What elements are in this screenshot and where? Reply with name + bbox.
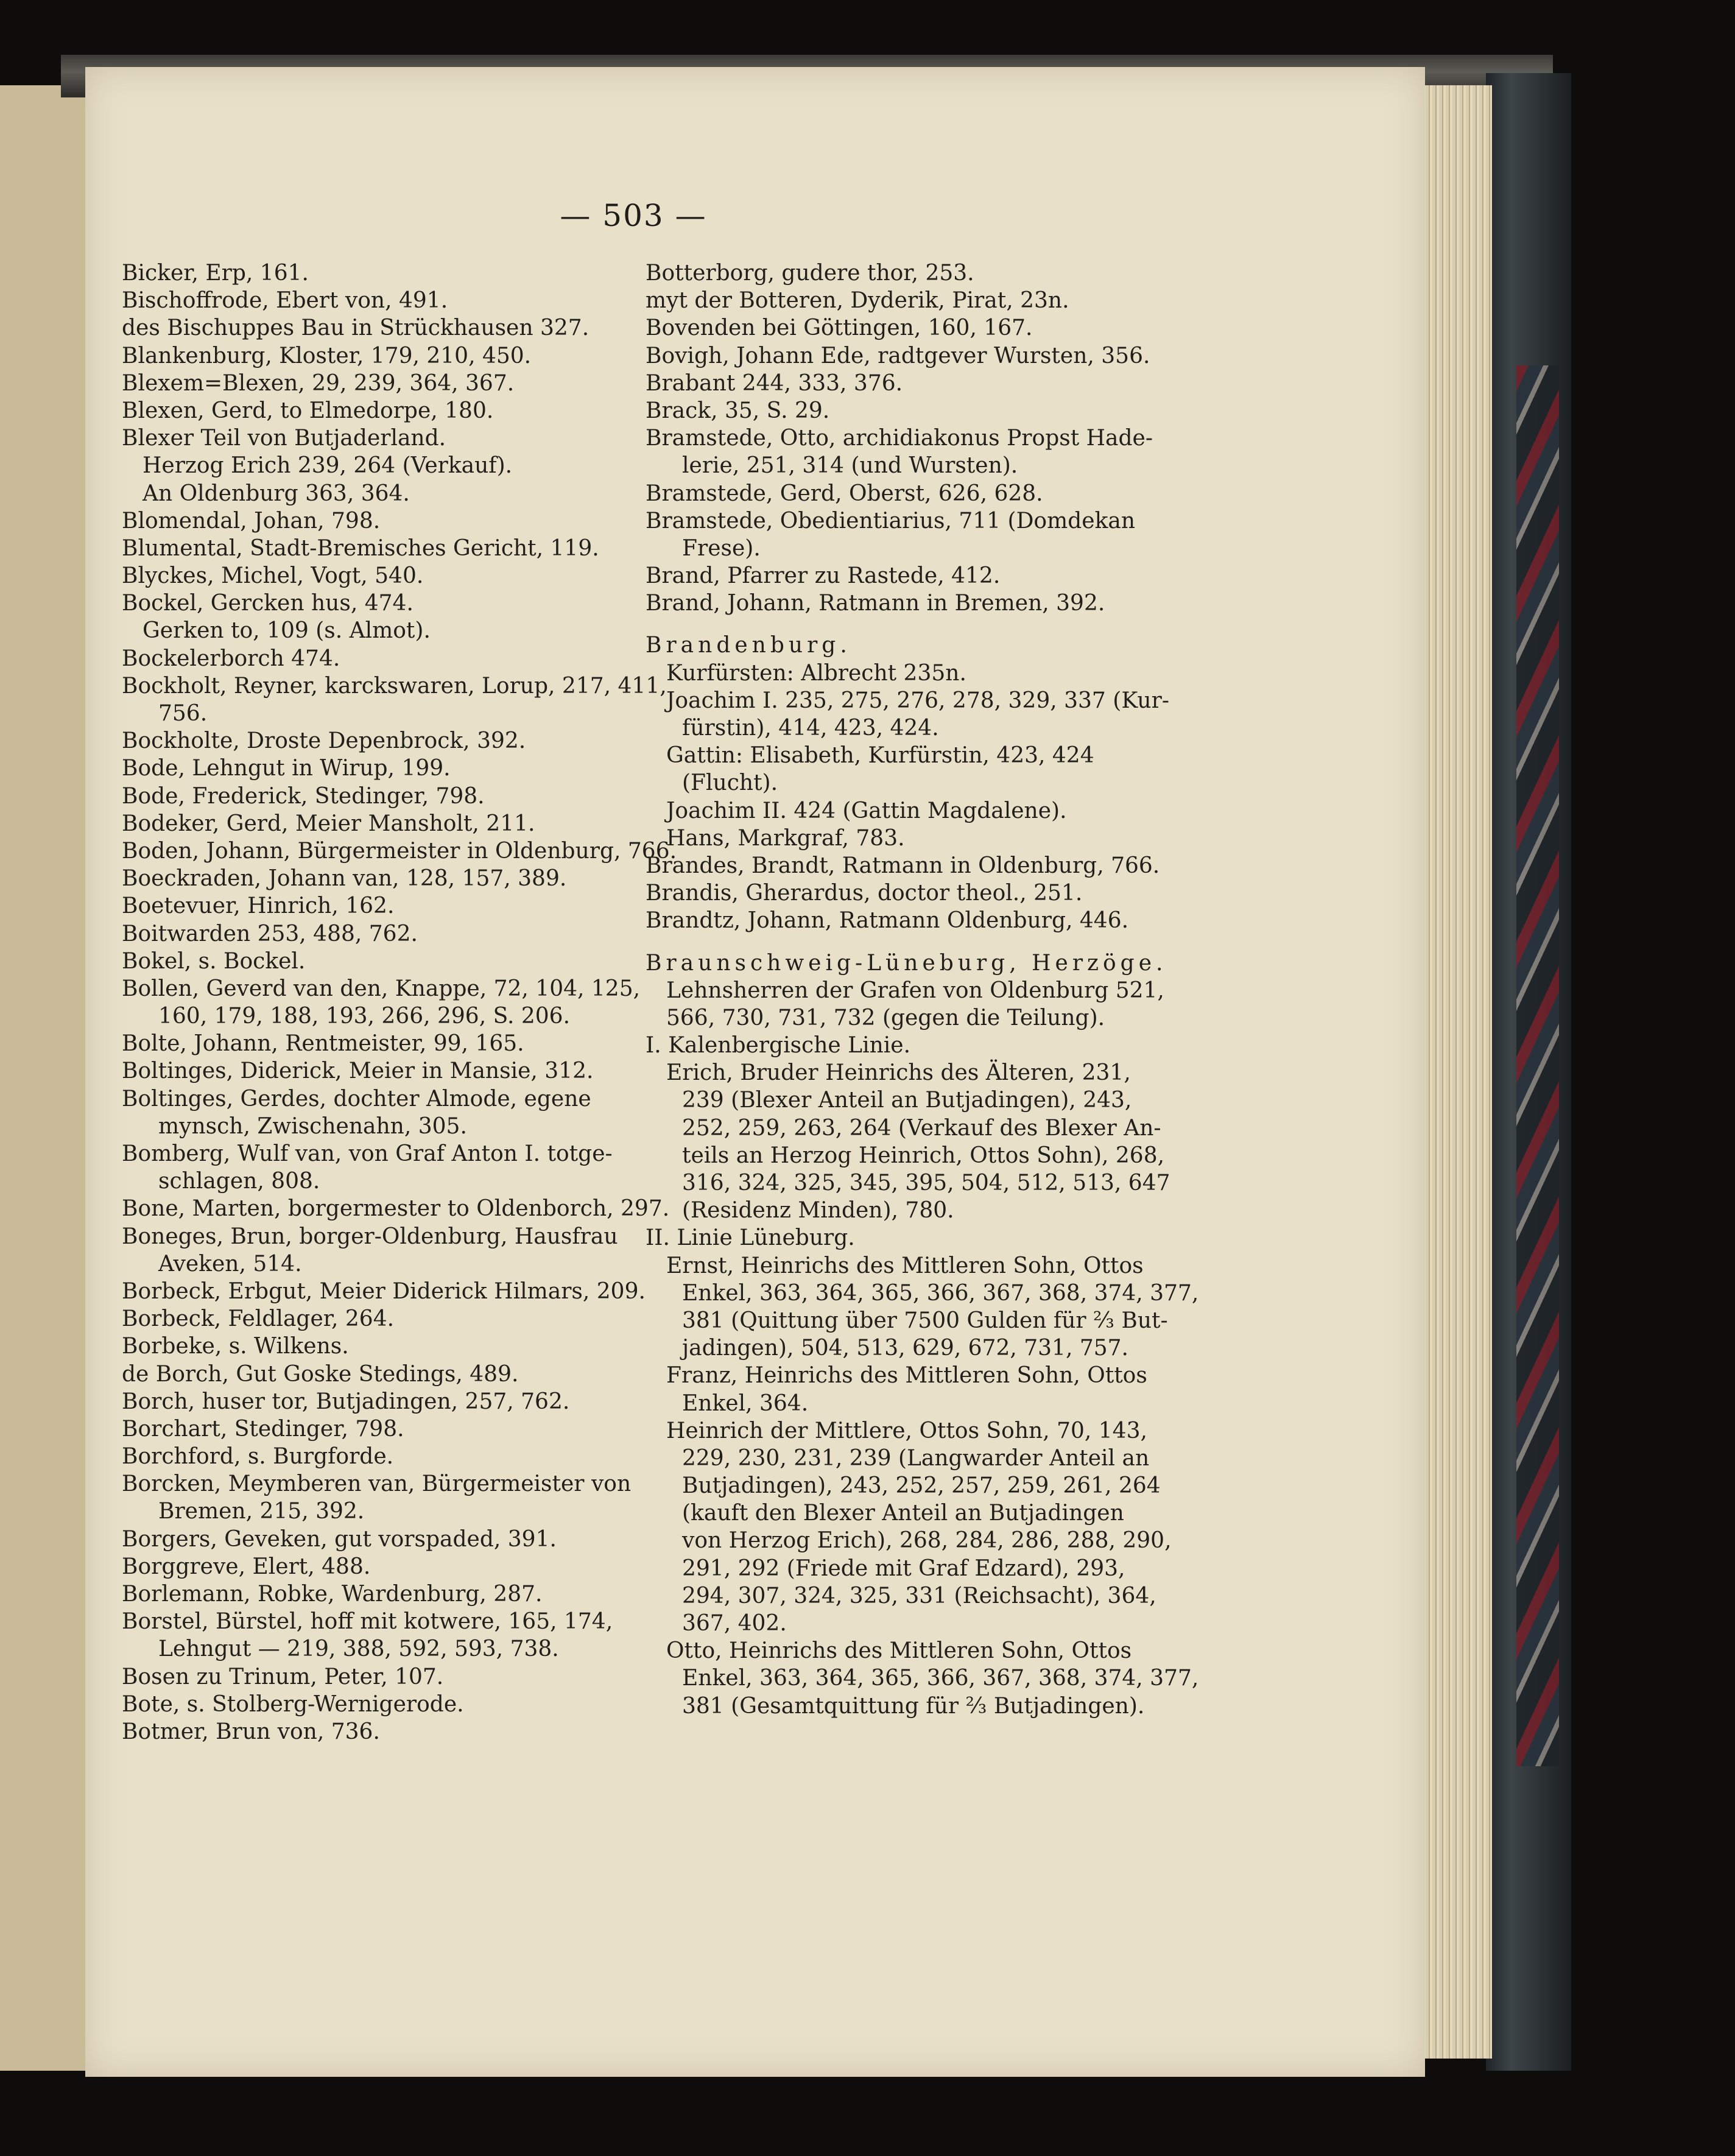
index-entry: Borchford, s. Burgforde. bbox=[122, 1444, 394, 1470]
index-subentry: Gattin: Elisabeth, Kurfürstin, 423, 424 bbox=[666, 743, 1094, 769]
index-entry: Bosen zu Trinum, Peter, 107. bbox=[122, 1664, 444, 1689]
index-entry: Borstel, Bürstel, hoff mit kotwere, 165, 174, bbox=[122, 1609, 613, 1635]
index-entry: Brand, Pfarrer zu Rastede, 412. bbox=[646, 563, 1001, 589]
index-continuation: (kauft den Blexer Anteil an Butjadingen bbox=[682, 1501, 1124, 1526]
index-continuation: (Residenz Minden), 780. bbox=[682, 1198, 954, 1224]
index-entry: Boltinges, Gerdes, dochter Almode, egene bbox=[122, 1086, 591, 1111]
index-continuation: 291, 292 (Friede mit Graf Edzard), 293, bbox=[682, 1555, 1125, 1581]
index-entry: Borcken, Meymberen van, Bürgermeister von bbox=[122, 1471, 632, 1497]
index-entry: des Bischuppes Bau in Strückhausen 327. bbox=[122, 315, 589, 341]
index-continuation: 252, 259, 263, 264 (Verkauf des Blexer An- bbox=[682, 1115, 1161, 1141]
index-entry: Bodeker, Gerd, Meier Mansholt, 211. bbox=[122, 811, 535, 836]
index-entry: Bollen, Geverd van den, Knappe, 72, 104, 125, bbox=[122, 976, 641, 1001]
index-entry: Bovenden bei Göttingen, 160, 167. bbox=[646, 315, 1033, 341]
index-entry: Blexer Teil von Butjaderland. bbox=[122, 426, 446, 451]
index-entry: myt der Botteren, Dyderik, Pirat, 23n. bbox=[646, 288, 1069, 314]
index-entry: Bramstede, Obedientiarius, 711 (Domdekan bbox=[646, 508, 1136, 534]
index-continuation: von Herzog Erich), 268, 284, 286, 288, 290, bbox=[682, 1528, 1172, 1554]
index-entry: Bode, Lehngut in Wirup, 199. bbox=[122, 756, 451, 781]
index-continuation: fürstin), 414, 423, 424. bbox=[682, 716, 939, 741]
index-entry: Bockholte, Droste Depenbrock, 392. bbox=[122, 728, 526, 754]
index-continuation: 381 (Gesamtquittung für ⅔ Butjadingen). bbox=[682, 1693, 1145, 1719]
page-number: — 503 — bbox=[560, 198, 707, 233]
index-entry: Bockel, Gercken hus, 474. bbox=[122, 591, 414, 616]
index-subentry: Joachim II. 424 (Gattin Magdalene). bbox=[666, 798, 1067, 823]
index-subentry: Hans, Markgraf, 783. bbox=[666, 825, 905, 851]
index-continuation: schlagen, 808. bbox=[158, 1169, 320, 1194]
section-heading: Brandenburg. bbox=[646, 633, 851, 658]
index-continuation: Enkel, 363, 364, 365, 366, 367, 368, 374, 377, bbox=[682, 1666, 1199, 1691]
index-entry: Borlemann, Robke, Wardenburg, 287. bbox=[122, 1582, 543, 1607]
index-continuation: jadingen), 504, 513, 629, 672, 731, 757. bbox=[682, 1336, 1128, 1361]
index-entry: Borchart, Stedinger, 798. bbox=[122, 1416, 404, 1442]
index-entry: Boetevuer, Hinrich, 162. bbox=[122, 893, 395, 919]
index-subentry: Erich, Bruder Heinrichs des Älteren, 231, bbox=[666, 1060, 1131, 1086]
page-stack-edges bbox=[1419, 85, 1492, 2059]
index-entry: Bicker, Erp, 161. bbox=[122, 261, 309, 286]
index-entry: Bokel, s. Bockel. bbox=[122, 948, 306, 974]
index-entry: I. Kalenbergische Linie. bbox=[646, 1033, 911, 1059]
index-entry: Bovigh, Johann Ede, radtgever Wursten, 356. bbox=[646, 343, 1150, 368]
index-entry: Borbeke, s. Wilkens. bbox=[122, 1334, 349, 1359]
index-entry: Blumental, Stadt-Bremisches Gericht, 119. bbox=[122, 535, 599, 561]
index-continuation: 367, 402. bbox=[682, 1611, 787, 1636]
index-entry: Bomberg, Wulf van, von Graf Anton I. totge- bbox=[122, 1141, 613, 1166]
index-entry: Boeckraden, Johann van, 128, 157, 389. bbox=[122, 866, 567, 892]
index-entry: Brandes, Brandt, Ratmann in Oldenburg, 766. bbox=[646, 853, 1160, 878]
index-continuation: 316, 324, 325, 345, 395, 504, 512, 513, 647 bbox=[682, 1171, 1170, 1196]
index-continuation: Lehngut — 219, 388, 592, 593, 738. bbox=[158, 1636, 559, 1662]
index-entry: Botterborg, gudere thor, 253. bbox=[646, 261, 974, 286]
index-entry: de Borch, Gut Goske Stedings, 489. bbox=[122, 1361, 519, 1387]
index-subentry: Herzog Erich 239, 264 (Verkauf). bbox=[143, 453, 513, 479]
index-subentry: Kurfürsten: Albrecht 235n. bbox=[666, 660, 966, 686]
index-continuation: Enkel, 364. bbox=[682, 1390, 809, 1416]
index-entry: Brand, Johann, Ratmann in Bremen, 392. bbox=[646, 591, 1105, 616]
index-continuation: 239 (Blexer Anteil an Butjadingen), 243, bbox=[682, 1088, 1132, 1113]
index-entry: II. Linie Lüneburg. bbox=[646, 1225, 855, 1251]
index-continuation: Enkel, 363, 364, 365, 366, 367, 368, 374, 377, bbox=[682, 1280, 1199, 1306]
index-continuation: Bremen, 215, 392. bbox=[158, 1499, 365, 1524]
index-continuation: 381 (Quittung über 7500 Gulden für ⅔ But- bbox=[682, 1308, 1168, 1333]
index-entry: Boneges, Brun, borger-Oldenburg, Hausfrau bbox=[122, 1224, 618, 1249]
index-continuation: Aveken, 514. bbox=[158, 1251, 302, 1277]
index-subentry: Franz, Heinrichs des Mittleren Sohn, Ottos bbox=[666, 1363, 1147, 1389]
index-entry: Borbeck, Feldlager, 264. bbox=[122, 1306, 395, 1332]
index-entry: Bone, Marten, borgermester to Oldenborch, 297. bbox=[122, 1196, 670, 1222]
index-entry: Bolte, Johann, Rentmeister, 99, 165. bbox=[122, 1031, 524, 1057]
index-entry: Blankenburg, Kloster, 179, 210, 450. bbox=[122, 343, 532, 368]
index-entry: Botmer, Brun von, 736. bbox=[122, 1719, 380, 1744]
index-subentry: Ernst, Heinrichs des Mittleren Sohn, Ottos bbox=[666, 1253, 1144, 1278]
index-entry: Brandis, Gherardus, doctor theol., 251. bbox=[646, 881, 1083, 906]
index-continuation: 756. bbox=[158, 701, 208, 726]
index-subentry: An Oldenburg 363, 364. bbox=[143, 481, 410, 506]
index-entry: Brandtz, Johann, Ratmann Oldenburg, 446. bbox=[646, 908, 1129, 934]
index-entry: Boden, Johann, Bürgermeister in Oldenburg, 766. bbox=[122, 838, 677, 864]
index-entry: Borggreve, Elert, 488. bbox=[122, 1554, 371, 1579]
index-continuation: 160, 179, 188, 193, 266, 296, S. 206. bbox=[158, 1004, 571, 1029]
index-entry: Bischoffrode, Ebert von, 491. bbox=[122, 288, 448, 314]
index-continuation: 294, 307, 324, 325, 331 (Reichsacht), 364, bbox=[682, 1583, 1156, 1608]
index-entry: Brack, 35, S. 29. bbox=[646, 398, 830, 423]
index-entry: Bockholt, Reyner, karckswaren, Lorup, 217, 411, bbox=[122, 673, 667, 699]
index-column-left bbox=[122, 259, 677, 1746]
index-entry: Blexen, Gerd, to Elmedorpe, 180. bbox=[122, 398, 494, 423]
index-subentry: Otto, Heinrichs des Mittleren Sohn, Ottos bbox=[666, 1638, 1132, 1664]
index-entry: Bockelerborch 474. bbox=[122, 646, 340, 671]
index-subentry: Joachim I. 235, 275, 276, 278, 329, 337 (Kur- bbox=[666, 688, 1169, 713]
index-entry: Boltinges, Diderick, Meier in Mansie, 312. bbox=[122, 1059, 594, 1084]
index-continuation: Frese). bbox=[682, 535, 761, 561]
section-heading: Braunschweig-Lüneburg, Herzöge. bbox=[646, 950, 1167, 976]
index-entry: Borch, huser tor, Butjadingen, 257, 762. bbox=[122, 1389, 570, 1414]
index-entry: Blexem=Blexen, 29, 239, 364, 367. bbox=[122, 370, 515, 396]
index-entry: Brabant 244, 333, 376. bbox=[646, 370, 903, 396]
index-entry: Bote, s. Stolberg-Wernigerode. bbox=[122, 1691, 464, 1717]
index-column-right bbox=[646, 259, 1199, 1720]
index-entry: Blomendal, Johan, 798. bbox=[122, 508, 381, 534]
index-continuation: lerie, 251, 314 (und Wursten). bbox=[682, 453, 1018, 479]
book-page bbox=[85, 67, 1425, 2077]
index-entry: Boitwarden 253, 488, 762. bbox=[122, 921, 418, 946]
index-continuation: mynsch, Zwischenahn, 305. bbox=[158, 1113, 467, 1139]
index-continuation: teils an Herzog Heinrich, Ottos Sohn), 268, bbox=[682, 1143, 1165, 1168]
left-page-edge bbox=[0, 85, 93, 2071]
index-entry: Bramstede, Otto, archidiakonus Propst Hade- bbox=[646, 426, 1153, 451]
index-continuation: 229, 230, 231, 239 (Langwarder Anteil an bbox=[682, 1445, 1150, 1471]
index-subentry: Gerken to, 109 (s. Almot). bbox=[143, 618, 431, 644]
index-entry: Bode, Frederick, Stedinger, 798. bbox=[122, 783, 485, 809]
index-entry: Borbeck, Erbgut, Meier Diderick Hilmars, 209. bbox=[122, 1278, 646, 1304]
index-continuation: (Flucht). bbox=[682, 770, 778, 796]
index-entry: Bramstede, Gerd, Oberst, 626, 628. bbox=[646, 481, 1043, 506]
index-subentry: Heinrich der Mittlere, Ottos Sohn, 70, 143, bbox=[666, 1418, 1147, 1443]
section-gap bbox=[646, 617, 1169, 632]
index-entry: Blyckes, Michel, Vogt, 540. bbox=[122, 563, 424, 589]
index-entry: Borgers, Geveken, gut vorspaded, 391. bbox=[122, 1526, 557, 1552]
index-subentry: Lehnsherren der Grafen von Oldenburg 521, bbox=[666, 978, 1164, 1003]
index-continuation: Butjadingen), 243, 252, 257, 259, 261, 264 bbox=[682, 1473, 1161, 1499]
section-gap bbox=[646, 935, 1169, 949]
marbled-endpaper bbox=[1516, 365, 1559, 1766]
index-subentry: 566, 730, 731, 732 (gegen die Teilung). bbox=[666, 1005, 1105, 1030]
